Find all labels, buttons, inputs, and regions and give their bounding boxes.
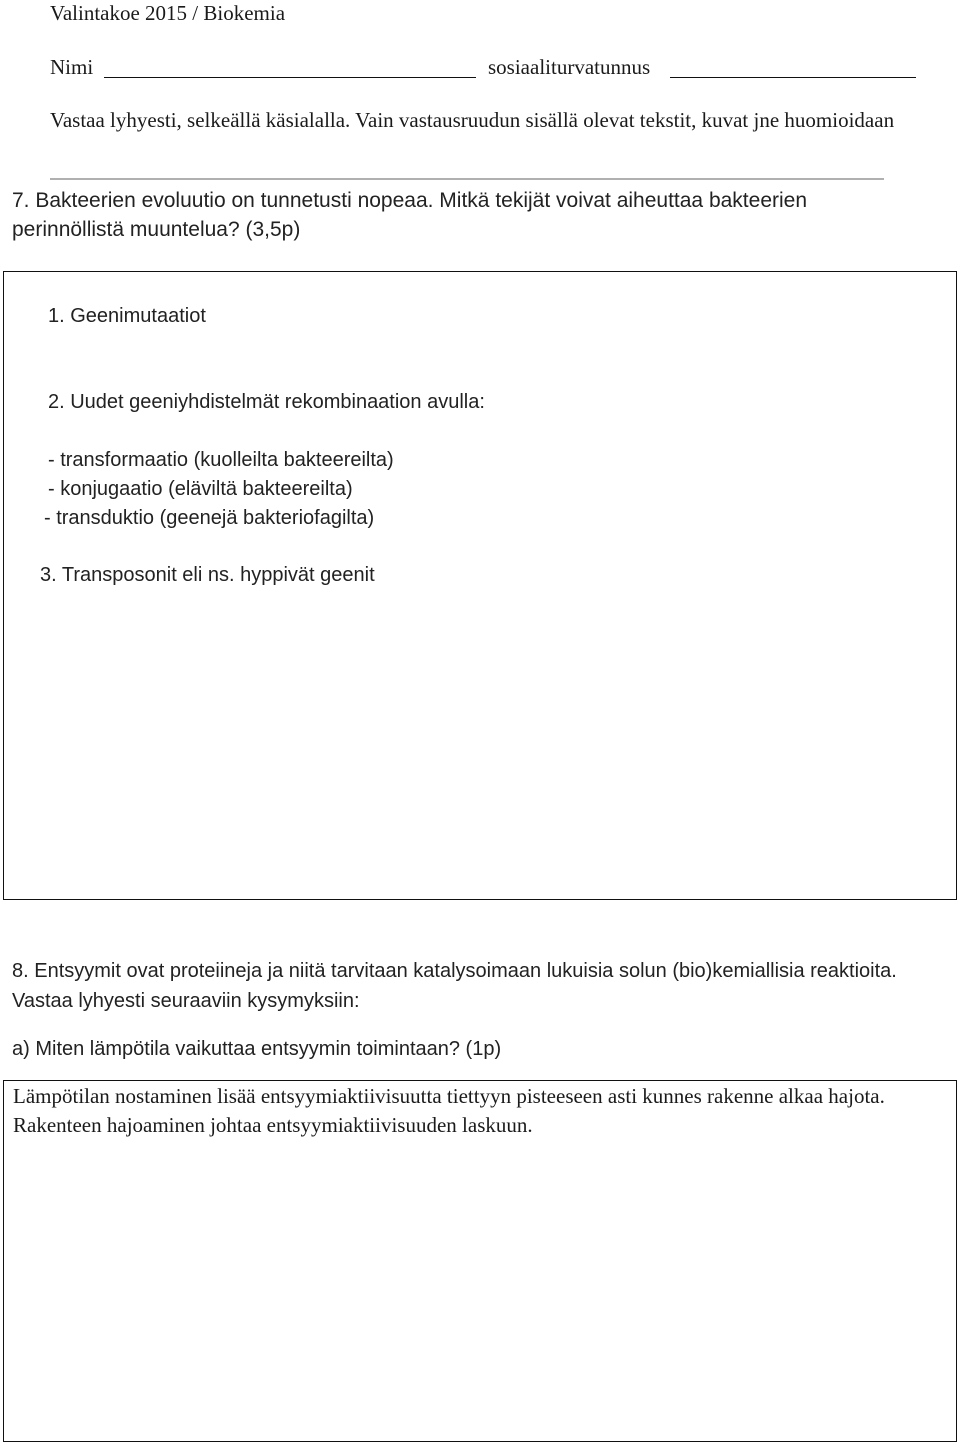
name-label: Nimi xyxy=(50,55,94,79)
question-8-text: 8. Entsyymit ovat proteiineja ja niitä tarvitaan katalysoimaan lukuisia solun (bio)kemiallisia reaktioita. Vastaa lyhyesti seuraaviin kysymyksiin: xyxy=(12,960,897,1012)
answer-7-item-2: 2. Uudet geeniyhdistelmät rekombinaation avulla: xyxy=(48,391,485,413)
name-field-line[interactable] xyxy=(104,77,476,78)
answer-7-item-3: 3. Transposonit eli ns. hyppivät geenit xyxy=(40,564,375,586)
answer-8a-text: Lämpötilan nostaminen lisää entsyymiaktiivisuutta tiettyyn pisteeseen asti kunnes rakenne alkaa hajota. Rakenteen hajoaminen johtaa entsyymiaktiivisuuden laskuun. xyxy=(13,1084,885,1137)
answer-7-subitem-2: - konjugaatio (eläviltä bakteereilta) xyxy=(48,478,353,500)
section-divider xyxy=(50,178,884,180)
ssn-field-line[interactable] xyxy=(670,77,916,78)
answer-7-item-1: 1. Geenimutaatiot xyxy=(48,305,206,327)
question-8a-text: a) Miten lämpötila vaikuttaa entsyymin toimintaan? (1p) xyxy=(12,1038,502,1060)
instructions-text: Vastaa lyhyesti, selkeällä käsialalla. Vain vastausruudun sisällä olevat tekstit, kuvat jne huomioidaan xyxy=(50,108,895,132)
answer-7-subitem-3: - transduktio (geenejä bakteriofagilta) xyxy=(44,507,375,529)
ssn-label: sosiaaliturvatunnus xyxy=(488,55,651,79)
answer-7-subitem-1: - transformaatio (kuolleilta bakteereilta) xyxy=(48,449,394,471)
question-7-text: 7. Bakteerien evoluutio on tunnetusti nopeaa. Mitkä tekijät voivat aiheuttaa bakteerien perinnöllistä muuntelua? (3,5p) xyxy=(12,189,808,241)
page-title: Valintakoe 2015 / Biokemia xyxy=(50,1,286,25)
